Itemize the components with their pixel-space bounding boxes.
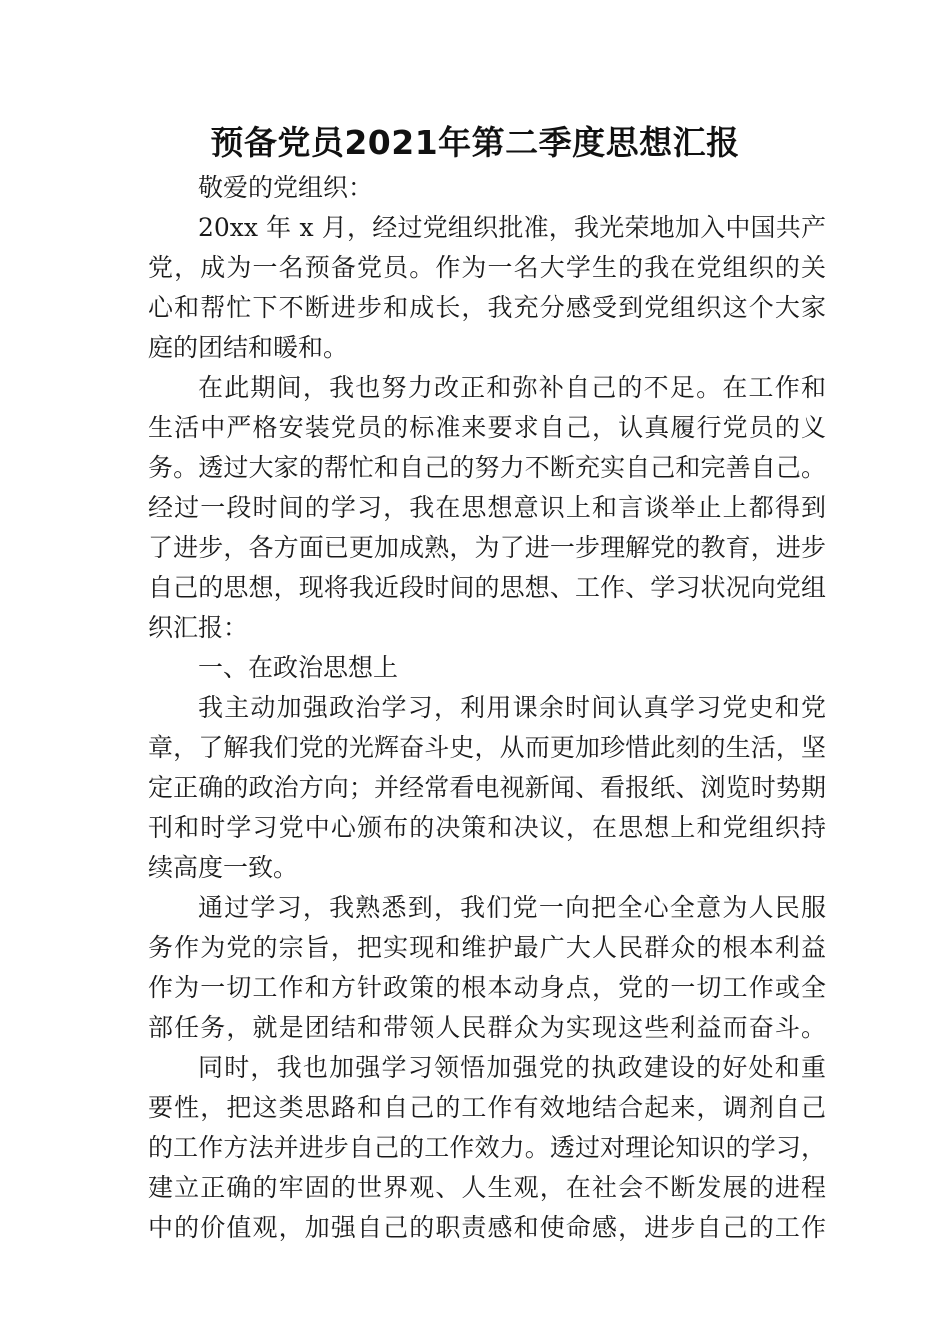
body-line: 心和帮忙下不断进步和成长，我充分感受到党组织这个大家 <box>148 293 826 322</box>
body-line: 作为一切工作和方针政策的根本动身点，党的一切工作或全 <box>148 973 826 1002</box>
body-line: 刊和时学习党中心颁布的决策和决议，在思想上和党组织持 <box>148 813 826 842</box>
body-line: 定正确的政治方向；并经常看电视新闻、看报纸、浏览时势期 <box>148 773 826 802</box>
body-line: 务。透过大家的帮忙和自己的努力不断充实自己和完善自己。 <box>148 453 826 482</box>
document-title: 预备党员2021年第二季度思想汇报 <box>210 123 740 162</box>
body-line: 务作为党的宗旨，把实现和维护最广大人民群众的根本利益 <box>148 933 826 962</box>
body-line: 同时，我也加强学习领悟加强党的执政建设的好处和重 <box>198 1053 826 1082</box>
body-line: 党，成为一名预备党员。作为一名大学生的我在党组织的关 <box>148 253 826 282</box>
body-line: 织汇报： <box>148 613 249 642</box>
body-line: 生活中严格安装党员的标准来要求自己，认真履行党员的义 <box>148 413 826 442</box>
body-line: 通过学习，我熟悉到，我们党一向把全心全意为人民服 <box>198 893 826 922</box>
body-line: 的工作方法并进步自己的工作效力。透过对理论知识的学习， <box>148 1133 826 1162</box>
body-line: 章，了解我们党的光辉奋斗史，从而更加珍惜此刻的生活，坚 <box>148 733 826 762</box>
document-body <box>148 168 826 1248</box>
body-line: 在此期间，我也努力改正和弥补自己的不足。在工作和 <box>198 373 826 402</box>
body-line: 续高度一致。 <box>148 853 299 882</box>
body-line: 自己的思想，现将我近段时间的思想、工作、学习状况向党组 <box>148 573 826 602</box>
body-line: 中的价值观，加强自己的职责感和使命感，进步自己的工作 <box>148 1213 826 1242</box>
body-line: 敬爱的党组织： <box>198 173 374 202</box>
body-line: 一、在政治思想上 <box>198 653 399 682</box>
body-line: 经过一段时间的学习，我在思想意识上和言谈举止上都得到 <box>148 493 826 522</box>
body-line: 20xx 年 x 月，经过党组织批准，我光荣地加入中国共产 <box>198 213 826 242</box>
body-line: 庭的团结和暖和。 <box>148 333 349 362</box>
body-line: 要性，把这类思路和自己的工作有效地结合起来，调剂自己 <box>148 1093 826 1122</box>
body-line: 我主动加强政治学习，利用课余时间认真学习党史和党 <box>198 693 826 722</box>
body-line: 建立正确的牢固的世界观、人生观，在社会不断发展的进程 <box>148 1173 826 1202</box>
body-line: 了进步，各方面已更加成熟，为了进一步理解党的教育，进步 <box>148 533 826 562</box>
body-line: 部任务，就是团结和带领人民群众为实现这些利益而奋斗。 <box>148 1013 826 1042</box>
